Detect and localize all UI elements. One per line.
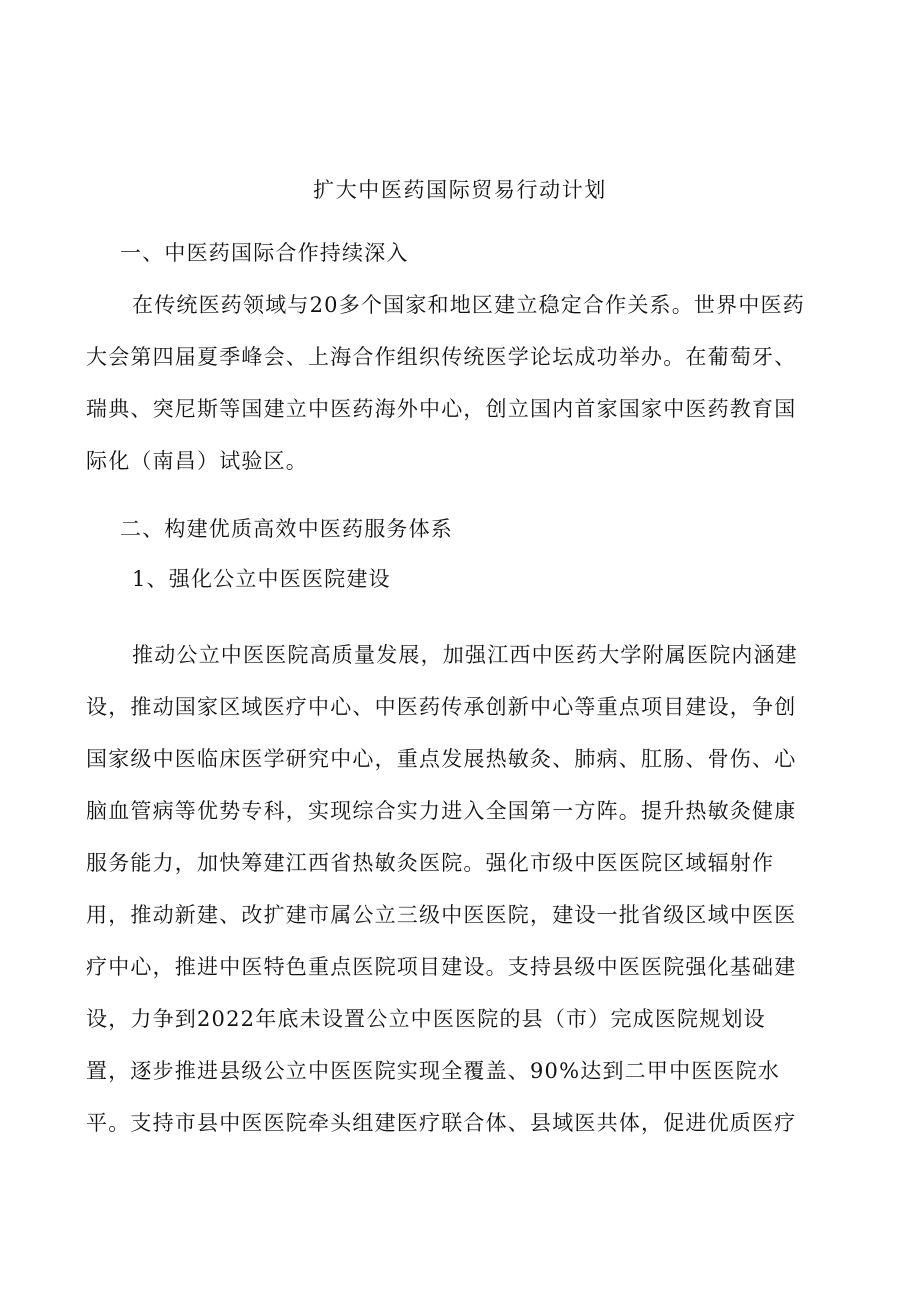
section-2-line-1: 推动公立中医医院高质量发展，加强江西中医药大学附属医院内涵建	[132, 643, 798, 667]
section-1-line-1: 在传统医药领域与20多个国家和地区建立稳定合作关系。世界中医药	[132, 293, 805, 317]
section-2-subheading: 1、强化公立中医医院建设	[132, 567, 391, 591]
section-2-line-5: 服务能力，加快筹建江西省热敏灸医院。强化市级中医医院区域辐射作	[86, 851, 775, 875]
section-2-heading: 二、构建优质高效中医药服务体系	[120, 517, 453, 541]
section-2-line-7: 疗中心，推进中医特色重点医院项目建设。支持县级中医医院强化基础建	[86, 955, 797, 979]
section-1-heading: 一、中医药国际合作持续深入	[120, 241, 409, 265]
section-2-line-6: 用，推动新建、改扩建市属公立三级中医医院，建设一批省级区域中医医	[86, 903, 797, 927]
section-1-line-3: 瑞典、突尼斯等国建立中医药海外中心，创立国内首家国家中医药教育国	[86, 397, 797, 421]
section-2-line-10: 平。支持市县中医医院牵头组建医疗联合体、县域医共体，促进优质医疗	[86, 1111, 797, 1135]
section-2-line-2: 设，推动国家区域医疗中心、中医药传承创新中心等重点项目建设，争创	[86, 695, 797, 719]
document-title: 扩大中医药国际贸易行动计划	[313, 178, 607, 202]
section-1-line-2: 大会第四届夏季峰会、上海合作组织传统医学论坛成功举办。在葡萄牙、	[86, 345, 797, 369]
section-2-line-3: 国家级中医临床医学研究中心，重点发展热敏灸、肺病、肛肠、骨伤、心	[86, 747, 797, 771]
section-2-line-4: 脑血管病等优势专科，实现综合实力进入全国第一方阵。提升热敏灸健康	[86, 799, 797, 823]
section-1-line-4: 际化（南昌）试验区。	[86, 449, 308, 473]
section-2-line-8: 设，力争到2022年底未设置公立中医医院的县（市）完成医院规划设	[86, 1007, 766, 1031]
section-2-line-9: 置，逐步推进县级公立中医医院实现全覆盖、90%达到二甲中医医院水	[86, 1059, 781, 1083]
